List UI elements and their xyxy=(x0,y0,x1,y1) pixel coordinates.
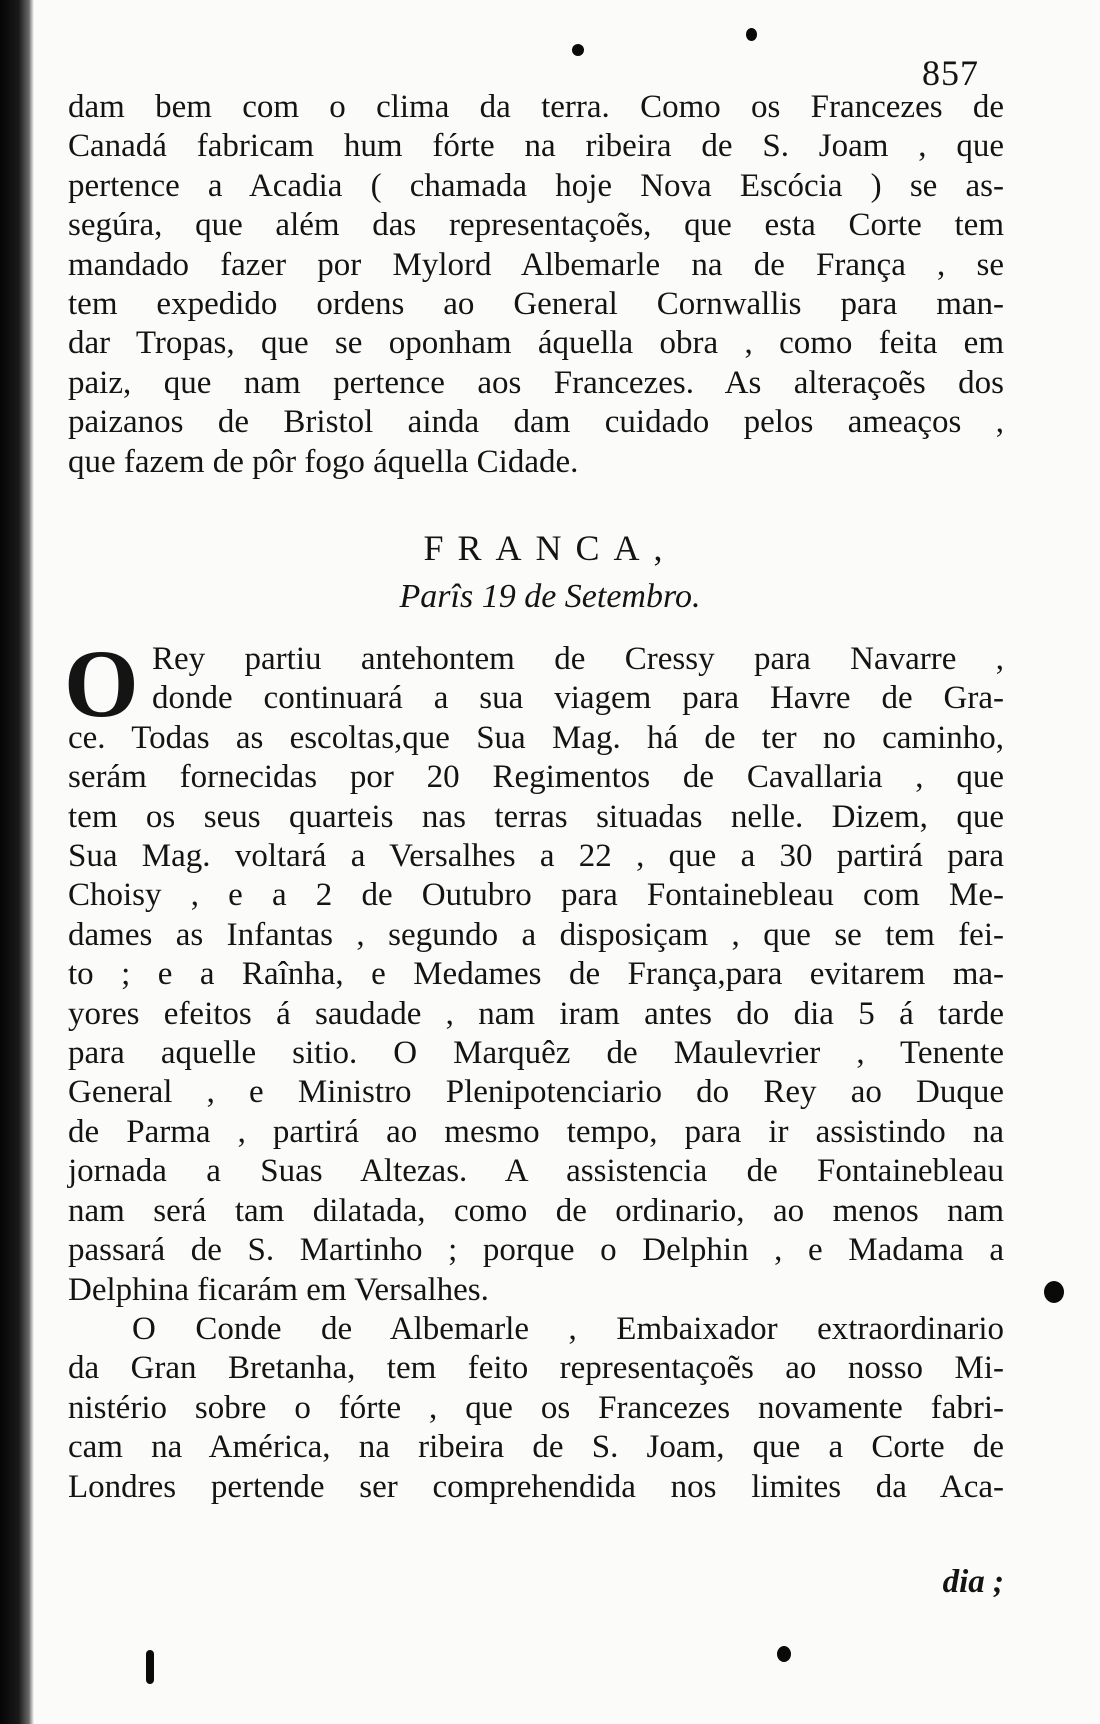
text-line: ce. Todas as escoltas,que Sua Mag. há de ter no caminho, xyxy=(68,719,1004,756)
text-line: para aquelle sitio. O Marquêz de Maulevrier , Tenente xyxy=(68,1035,1004,1072)
text-line: serám fornecidas por 20 Regimentos de Cavallaria , que xyxy=(68,759,1004,796)
main-paragraph xyxy=(64,630,1004,1507)
text-line: tem expedido ordens ao General Cornwallis para man- xyxy=(68,286,1004,323)
text-line: nistério sobre o fórte , que os Francezes novamente fabri- xyxy=(68,1389,1004,1426)
text-line: Canadá fabricam hum fórte na ribeira de S. Joam , que xyxy=(68,128,1004,165)
text-line: tem os seus quarteis nas terras situadas nelle. Dizem, que xyxy=(68,798,1004,835)
text-line: dam bem com o clima da terra. Como os Francezes de xyxy=(68,89,1004,125)
text-line: que fazem de pôr fogo áquella Cidade. xyxy=(68,443,579,480)
text-line: dar Tropas, que se oponham áquella obra , como feita em xyxy=(68,325,1004,362)
text-line: de Parma , partirá ao mesmo tempo, para ir assistindo na xyxy=(68,1113,1004,1150)
page-number: 857 xyxy=(922,53,979,93)
text-line: Rey partiu antehontem de Cressy para Navarre , xyxy=(152,641,1004,677)
text-line: Choisy , e a 2 de Outubro para Fontainebleau com Me- xyxy=(68,877,1004,914)
text-line: paizanos de Bristol ainda dam cuidado pelos ameaços , xyxy=(68,404,1004,441)
drop-cap: O xyxy=(64,630,139,737)
text-line: donde continuará a sua viagem para Havre de Gra- xyxy=(152,680,1004,717)
drop-cap-block xyxy=(64,630,1004,737)
text-line: paiz, que nam pertence aos Francezes. As alteraçoẽs dos xyxy=(68,364,1004,401)
text-line: nam será tam dilatada, como de ordinario, ao menos nam xyxy=(68,1192,1004,1229)
catchword: dia ; xyxy=(942,1564,1004,1600)
ink-speck xyxy=(146,1650,154,1684)
ink-speck xyxy=(572,44,584,56)
text-line: O Conde de Albemarle , Embaixador extraordinario xyxy=(132,1310,1004,1347)
text-line: mandado fazer por Mylord Albemarle na de França , se xyxy=(68,246,1004,283)
ink-speck xyxy=(746,28,757,41)
ink-speck xyxy=(1044,1281,1064,1303)
text-line: Delphina ficarám em Versalhes. xyxy=(68,1271,489,1308)
text-line: da Gran Bretanha, tem feito representaçoẽs ao nosso Mi- xyxy=(68,1350,1004,1387)
text-line: General , e Ministro Plenipotenciario do Rey ao Duque xyxy=(68,1074,1004,1111)
dateline: Parîs 19 de Setembro. xyxy=(399,578,701,615)
ink-speck xyxy=(777,1646,791,1662)
text-line: jornada a Suas Altezas. A assistencia de Fontainebleau xyxy=(68,1153,1004,1190)
text-line: Sua Mag. voltará a Versalhes a 22 , que a 30 partirá para xyxy=(68,838,1004,875)
text-line: yores efeitos á saudade , nam iram antes do dia 5 á tarde xyxy=(68,995,1004,1032)
text-line: pertence a Acadia ( chamada hoje Nova Escócia ) se as- xyxy=(68,167,1004,204)
top-paragraph xyxy=(68,88,1004,482)
text-line: passará de S. Martinho ; porque o Delphin , e Madama a xyxy=(68,1232,1004,1269)
text-line: to ; e a Raînha, e Medames de França,para evitarem ma- xyxy=(68,956,1004,993)
section-heading: FRANCA, xyxy=(423,528,677,568)
book-binding-edge xyxy=(0,0,34,1724)
text-line: dames as Infantas , segundo a disposiçam , que se tem fei- xyxy=(68,916,1004,953)
text-line: segúra, que além das representaçoẽs, que esta Corte tem xyxy=(68,207,1004,244)
text-line: Londres pertende ser comprehendida nos limites da Aca- xyxy=(68,1468,1004,1505)
text-line: cam na América, na ribeira de S. Joam, que a Corte de xyxy=(68,1429,1004,1466)
